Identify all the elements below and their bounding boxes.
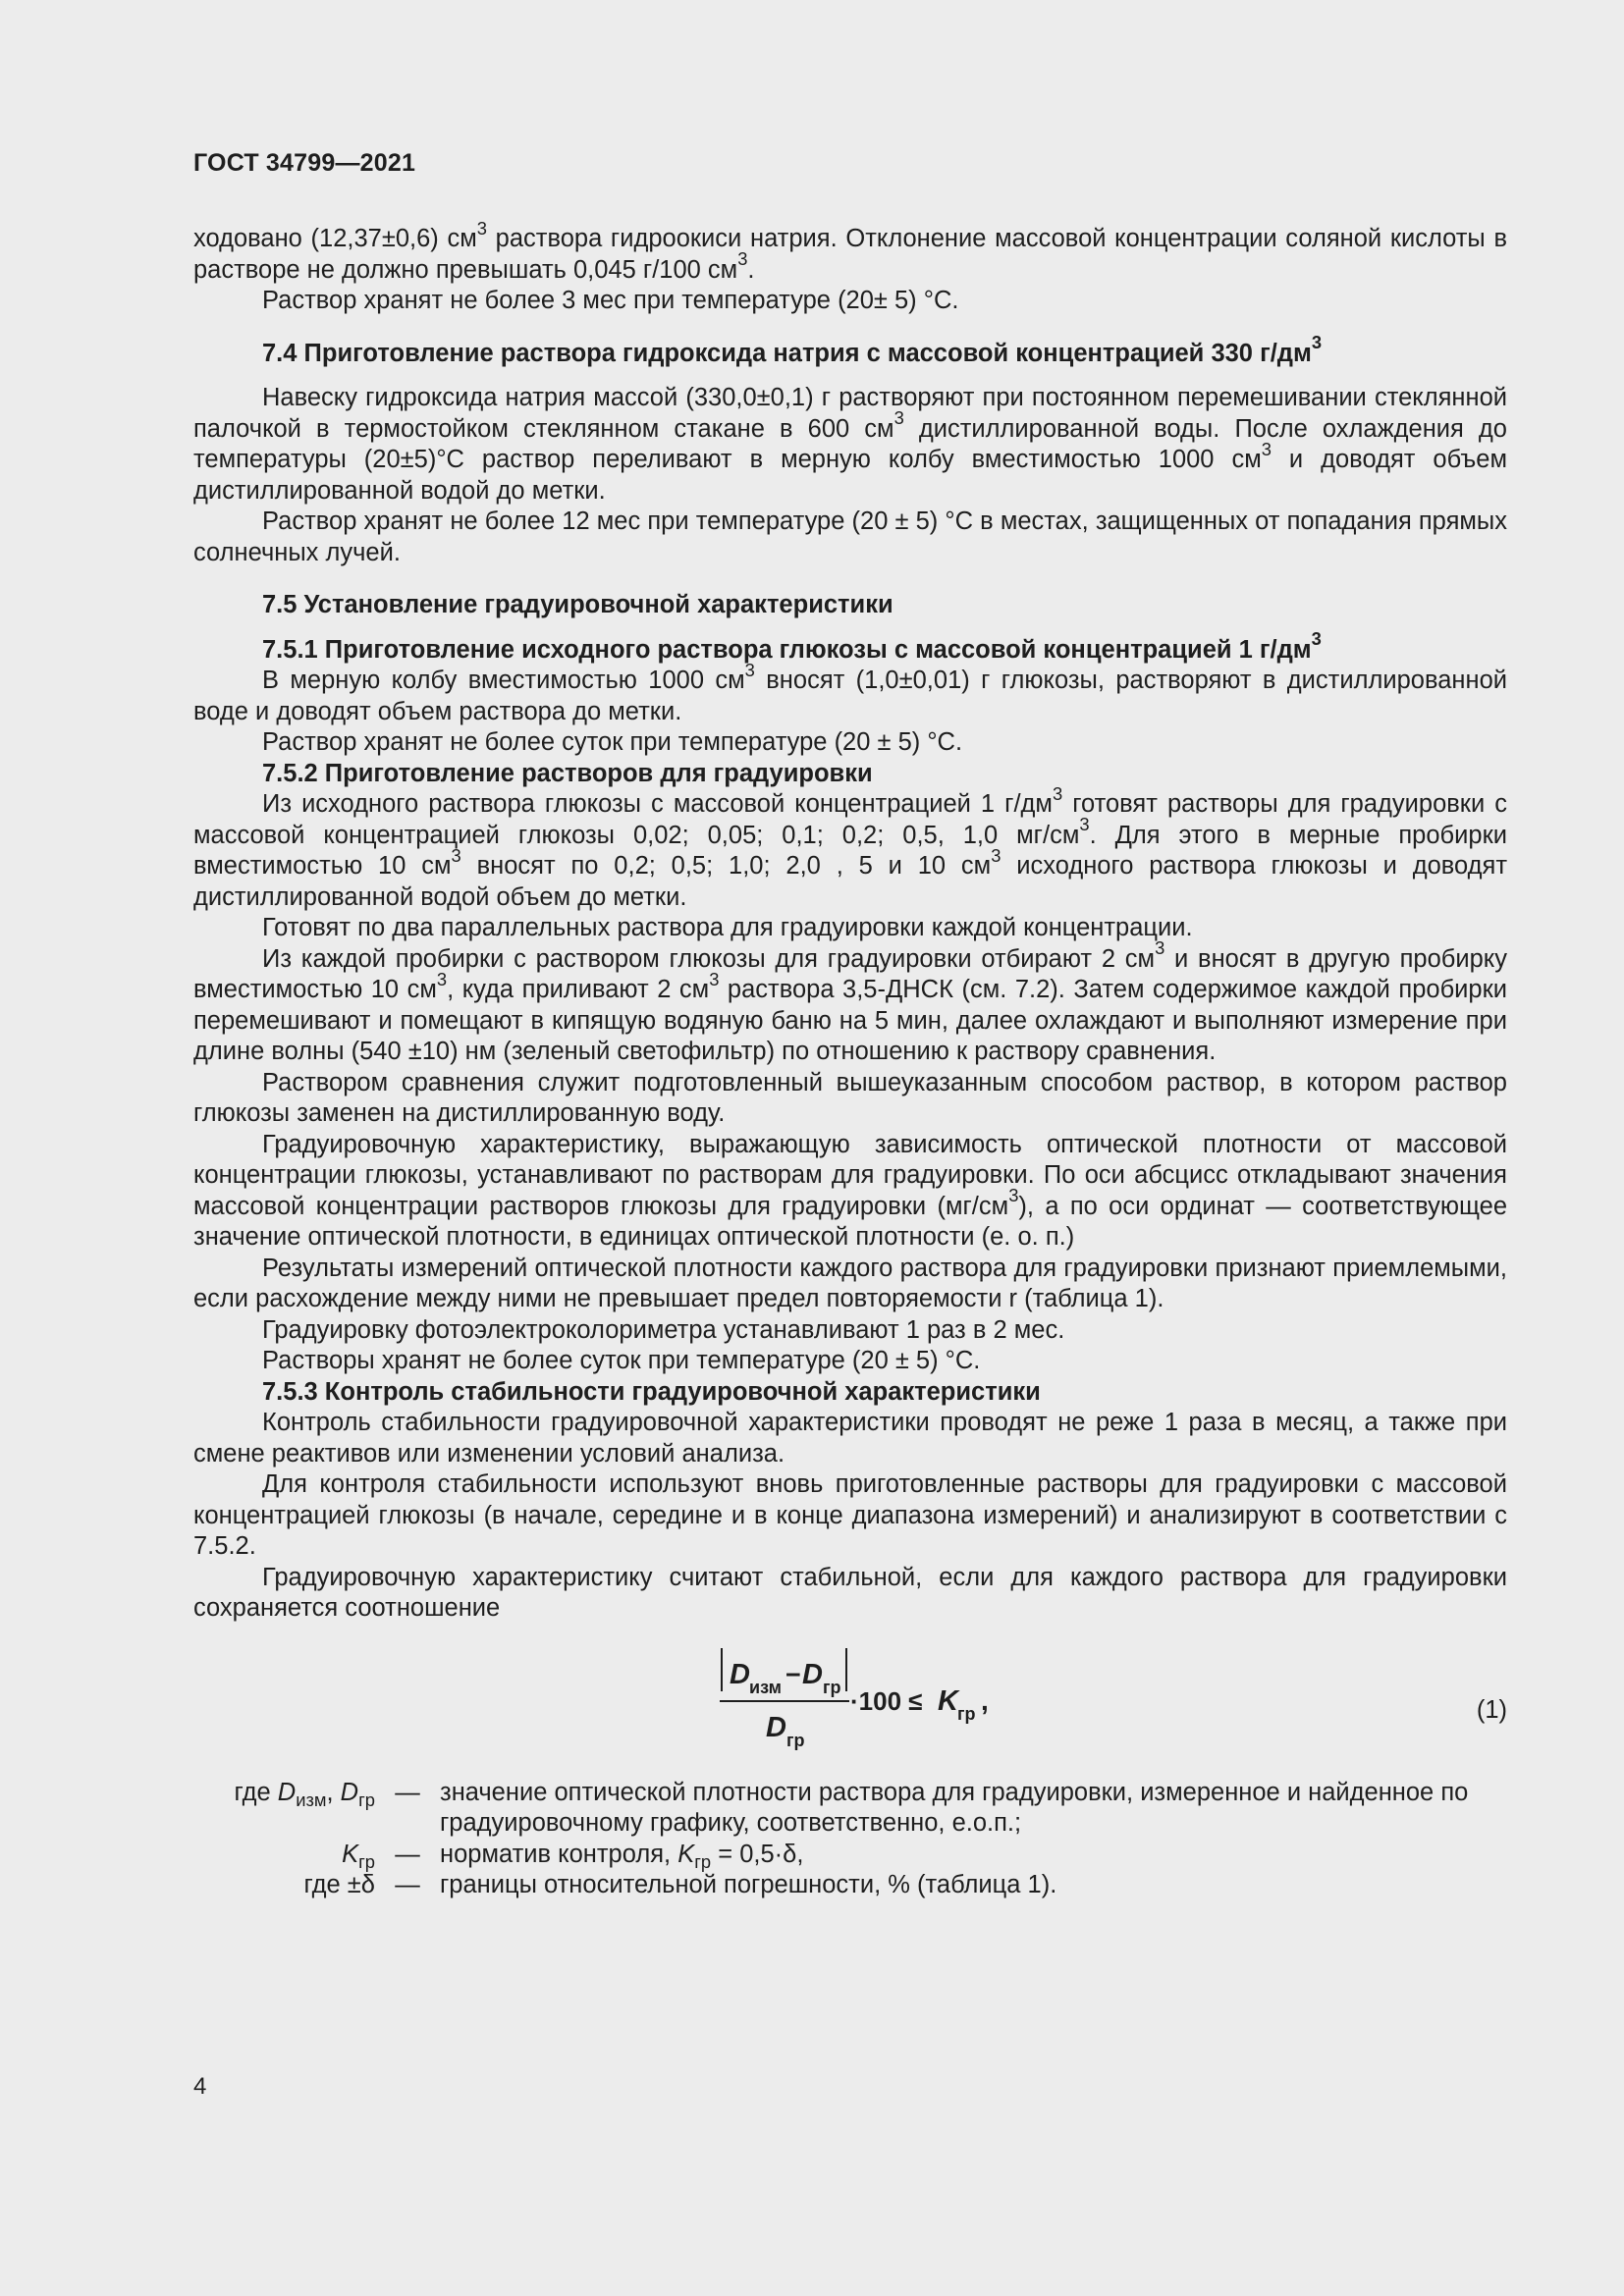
section-heading-7-5: 7.5 Установление градуировочной характеристики	[262, 591, 893, 618]
paragraph: Раствор хранят не более суток при температуре (20 ± 5) °С.	[262, 728, 963, 756]
definition-term: где $D_{изм}$, $D_{гр}$	[234, 1778, 375, 1810]
definition-item	[193, 1840, 1507, 1871]
document-body	[193, 217, 1508, 1901]
k-subscript: гр	[957, 1703, 976, 1724]
definition-text: значение оптической плотности раствора для градуировки, измеренное и найденное по градуировочному графику, соответственно, е.о.п.;	[440, 1778, 1469, 1837]
paragraph: Раствором сравнения служит подготовленный вышеуказанным способом раствор, в котором раствор глюкозы заменен на дистиллированную воду.	[193, 1068, 1507, 1127]
document-header: ГОСТ 34799—2021	[193, 149, 416, 177]
definition-term: $K_{гр}$	[342, 1840, 375, 1872]
definitions-list	[193, 1778, 1507, 1901]
paragraph: Растворы хранят не более суток при температуре (20 ± 5) °С.	[262, 1347, 981, 1374]
section-heading-7-5-2: 7.5.2 Приготовление растворов для градуировки	[262, 759, 873, 787]
definition-text: границы относительной погрешности, % (таблица 1).	[440, 1871, 1057, 1898]
d-measured-symbol: D	[730, 1658, 750, 1690]
paragraph: Навеску гидроксида натрия массой (330,0±0,1) г растворяют при постоянном перемешивании стеклянной палочкой в термостойком стеклянном стакане в 600 $см^3$ дистиллированной воды. После охлаждения до температуры (20±5)°С раствор переливают в мерную колбу вместимостью 1000 $см^3$ и доводят объем дистиллированной водой до метки.	[193, 384, 1507, 505]
definition-item	[193, 1870, 1507, 1901]
formula-expression	[720, 1644, 1014, 1758]
definition-text: норматив контроля, $K_{гр} = 0,5\cdot\delta$,	[440, 1840, 804, 1872]
paragraph: Из каждой пробирки с раствором глюкозы для градуировки отбирают 2 $см^3$ и вносят в другую пробирку вместимостью 10 $см^3$, куда приливают 2 $см^3$ раствора 3,5-ДНСК (см. 7.2). Затем содержимое каждой пробирки перемешивают и помещают в кипящую водяную баню на 5 мин, далее охлаждают и выполняют измерение при длине волны (540 ±10) нм (зеленый светофильтр) по отношению к раствору сравнения.	[193, 937, 1508, 1065]
times-100-le: ·100 ≤	[850, 1685, 923, 1716]
d-graph-symbol: D	[802, 1658, 823, 1690]
d-graph-subscript: гр	[823, 1677, 841, 1697]
minus-sign: −	[785, 1659, 801, 1689]
definition-dash: —	[395, 1840, 420, 1868]
d-graph-denominator-subscript: гр	[786, 1730, 805, 1750]
paragraph: Контроль стабильности градуировочной характеристики проводят не реже 1 раза в месяц, а также при смене реактивов или изменении условий анализа.	[193, 1409, 1507, 1468]
formula-1	[193, 1644, 1507, 1758]
definition-dash: —	[395, 1871, 420, 1898]
paragraph: Раствор хранят не более 12 мес при температуре (20 ± 5) °С в местах, защищенных от попадания прямых солнечных лучей.	[193, 507, 1507, 566]
paragraph: ходовано (12,37±0,6) $см^3$ раствора гидроокиси натрия. Отклонение массовой концентрации соляной кислоты в растворе не должно превышать 0,045 г/100 $см^3$.	[193, 217, 1507, 284]
paragraph: Градуировочную характеристику, выражающую зависимость оптической плотности от массовой концентрации глюкозы, устанавливают по растворам для градуировки. По оси абсцисс откладывают значения массовой концентрации растворов глюкозы для градуировки $(мг/см^3)$, а по оси ординат — соответствующее значение оптической плотности, в единицах оптической плотности (е. о. п.)	[193, 1130, 1507, 1251]
section-heading-7-4: 7.4 Приготовление раствора гидроксида натрия с массовой концентрацией 330 $г/дм^3$	[262, 332, 1323, 367]
paragraph: В мерную колбу вместимостью 1000 $см^3$ вносят (1,0±0,01) г глюкозы, растворяют в дистиллированной воде и доводят объем раствора до метки.	[193, 659, 1507, 725]
d-measured-subscript: изм	[749, 1677, 782, 1697]
paragraph: Для контроля стабильности используют вновь приготовленные растворы для градуировки с массовой концентрацией глюкозы (в начале, середине и в конце диапазона измерений) и анализируют в соответствии с 7.5.2.	[193, 1470, 1507, 1560]
section-heading-7-5-1: 7.5.1 Приготовление исходного раствора глюкозы с массовой концентрацией 1 $г/дм^3$	[262, 628, 1322, 664]
formula-comma: ,	[981, 1684, 989, 1716]
definition-item	[193, 1778, 1507, 1840]
section-heading-7-5-3: 7.5.3 Контроль стабильности градуировочной характеристики	[262, 1377, 1041, 1406]
formula-number: (1)	[1476, 1695, 1507, 1724]
paragraph: Градуировочную характеристику считают стабильной, если для каждого раствора для градуировки сохраняется соотношение	[193, 1563, 1507, 1622]
k-symbol: K	[938, 1684, 958, 1717]
page-number: 4	[193, 2073, 207, 2100]
paragraph: Готовят по два параллельных раствора для градуировки каждой концентрации.	[262, 914, 1193, 941]
definition-term: где ±δ	[303, 1871, 375, 1898]
paragraph: Из исходного раствора глюкозы с массовой концентрацией 1 $г/дм^3$ готовят растворы для градуировки с массовой концентрацией глюкозы 0,02; 0,05; 0,1; 0,2; 0,5, 1,0 $мг/см^3$. Для этого в мерные пробирки вместимостью 10 $см^3$ вносят по 0,2; 0,5; 1,0; 2,0 , 5 и 10 $см^3$ исходного раствора глюкозы и доводят дистиллированной водой объем до метки.	[193, 782, 1508, 911]
paragraph: Результаты измерений оптической плотности каждого раствора для градуировки признают приемлемыми, если расхождение между ними не превышает предел повторяемости r (таблица 1).	[193, 1254, 1507, 1312]
paragraph: Раствор хранят не более 3 мес при температуре (20± 5) °С.	[262, 287, 959, 314]
d-graph-denominator: D	[766, 1711, 786, 1743]
paragraph: Градуировку фотоэлектроколориметра устанавливают 1 раз в 2 мес.	[262, 1315, 1065, 1344]
definition-dash: —	[395, 1778, 420, 1806]
